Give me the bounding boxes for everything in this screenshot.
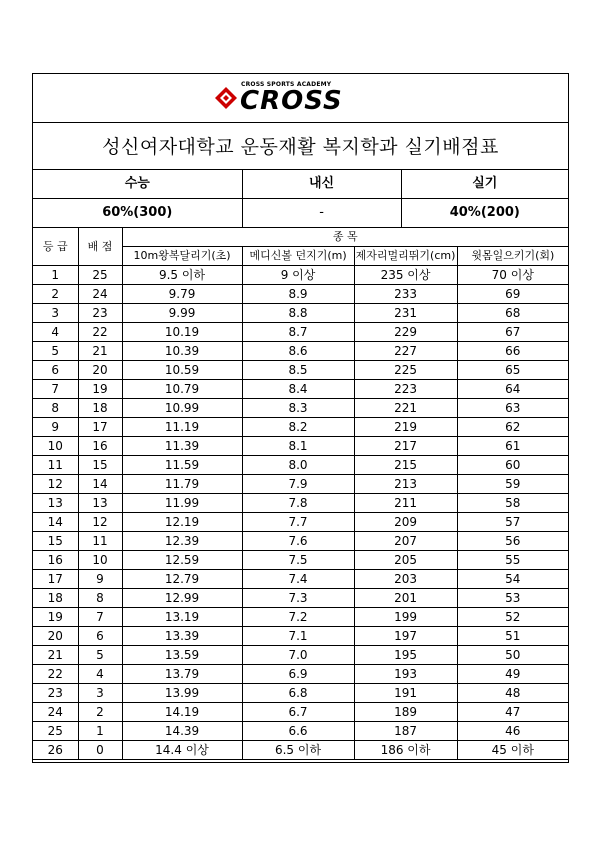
table-row (33, 665, 568, 684)
medicine-ball-cell: 7.5 (242, 551, 354, 570)
shuttle-run-cell: 12.79 (122, 570, 242, 589)
event-header-long-jump: 제자리멀리뛰기(cm) (354, 247, 457, 266)
table-row (33, 342, 568, 361)
summary-value-naesin: - (242, 199, 401, 228)
long-jump-cell: 221 (354, 399, 457, 418)
medicine-ball-cell: 8.3 (242, 399, 354, 418)
table-row (33, 361, 568, 380)
grade-cell: 7 (33, 380, 78, 399)
medicine-ball-cell: 8.1 (242, 437, 354, 456)
long-jump-cell: 213 (354, 475, 457, 494)
score-cell: 0 (78, 741, 122, 760)
logo-text: CROSS (240, 86, 343, 116)
cross-logo (214, 82, 409, 118)
sit-ups-cell: 63 (457, 399, 568, 418)
summary-header-suneung: 수능 (33, 170, 242, 199)
shuttle-run-cell: 13.39 (122, 627, 242, 646)
long-jump-cell: 187 (354, 722, 457, 741)
long-jump-cell: 227 (354, 342, 457, 361)
grade-cell: 20 (33, 627, 78, 646)
event-header-shuttle-run: 10m왕복달리기(초) (122, 247, 242, 266)
shuttle-run-cell: 10.39 (122, 342, 242, 361)
grade-cell: 15 (33, 532, 78, 551)
shuttle-run-cell: 12.99 (122, 589, 242, 608)
shuttle-run-cell: 9.5 이하 (122, 266, 242, 285)
sit-ups-cell: 45 이하 (457, 741, 568, 760)
sit-ups-cell: 46 (457, 722, 568, 741)
long-jump-cell: 217 (354, 437, 457, 456)
medicine-ball-cell: 7.2 (242, 608, 354, 627)
medicine-ball-cell: 8.7 (242, 323, 354, 342)
medicine-ball-cell: 7.1 (242, 627, 354, 646)
medicine-ball-cell: 8.8 (242, 304, 354, 323)
medicine-ball-cell: 8.0 (242, 456, 354, 475)
table-row (33, 741, 568, 760)
long-jump-cell: 215 (354, 456, 457, 475)
events-header: 종 목 (122, 228, 568, 247)
summary-header-naesin: 내신 (242, 170, 401, 199)
grade-cell: 10 (33, 437, 78, 456)
sit-ups-cell: 55 (457, 551, 568, 570)
score-cell: 3 (78, 684, 122, 703)
long-jump-cell: 223 (354, 380, 457, 399)
sit-ups-cell: 51 (457, 627, 568, 646)
sit-ups-cell: 50 (457, 646, 568, 665)
grade-header: 등 급 (33, 228, 78, 266)
logo-header (33, 74, 568, 123)
shuttle-run-cell: 13.59 (122, 646, 242, 665)
sit-ups-cell: 52 (457, 608, 568, 627)
sit-ups-cell: 54 (457, 570, 568, 589)
shuttle-run-cell: 12.19 (122, 513, 242, 532)
table-row (33, 532, 568, 551)
medicine-ball-cell: 8.2 (242, 418, 354, 437)
cross-diamond-icon (214, 86, 238, 110)
score-sheet (32, 73, 569, 763)
sit-ups-cell: 69 (457, 285, 568, 304)
medicine-ball-cell: 8.5 (242, 361, 354, 380)
shuttle-run-cell: 9.99 (122, 304, 242, 323)
table-row (33, 551, 568, 570)
sit-ups-cell: 58 (457, 494, 568, 513)
sit-ups-cell: 53 (457, 589, 568, 608)
shuttle-run-cell: 10.99 (122, 399, 242, 418)
medicine-ball-cell: 7.6 (242, 532, 354, 551)
score-cell: 5 (78, 646, 122, 665)
table-row (33, 475, 568, 494)
score-cell: 7 (78, 608, 122, 627)
long-jump-cell: 231 (354, 304, 457, 323)
sit-ups-cell: 47 (457, 703, 568, 722)
shuttle-run-cell: 11.19 (122, 418, 242, 437)
table-row (33, 494, 568, 513)
grade-cell: 14 (33, 513, 78, 532)
sit-ups-cell: 59 (457, 475, 568, 494)
sit-ups-cell: 56 (457, 532, 568, 551)
shuttle-run-cell: 10.19 (122, 323, 242, 342)
grade-cell: 3 (33, 304, 78, 323)
long-jump-cell: 205 (354, 551, 457, 570)
long-jump-cell: 235 이상 (354, 266, 457, 285)
table-row (33, 589, 568, 608)
medicine-ball-cell: 8.4 (242, 380, 354, 399)
sit-ups-cell: 48 (457, 684, 568, 703)
summary-value-silgi: 40%(200) (401, 199, 568, 228)
medicine-ball-cell: 6.7 (242, 703, 354, 722)
score-cell: 24 (78, 285, 122, 304)
table-row (33, 418, 568, 437)
long-jump-cell: 225 (354, 361, 457, 380)
grade-cell: 26 (33, 741, 78, 760)
shuttle-run-cell: 13.79 (122, 665, 242, 684)
table-row (33, 266, 568, 285)
score-cell: 12 (78, 513, 122, 532)
long-jump-cell: 193 (354, 665, 457, 684)
event-header-medicine-ball: 메디신볼 던지기(m) (242, 247, 354, 266)
score-cell: 6 (78, 627, 122, 646)
shuttle-run-cell: 12.39 (122, 532, 242, 551)
table-row (33, 722, 568, 741)
medicine-ball-cell: 6.8 (242, 684, 354, 703)
shuttle-run-cell: 13.99 (122, 684, 242, 703)
shuttle-run-cell: 12.59 (122, 551, 242, 570)
score-cell: 14 (78, 475, 122, 494)
grade-cell: 1 (33, 266, 78, 285)
score-cell: 21 (78, 342, 122, 361)
score-header: 배 점 (78, 228, 122, 266)
medicine-ball-cell: 7.7 (242, 513, 354, 532)
shuttle-run-cell: 10.79 (122, 380, 242, 399)
shuttle-run-cell: 13.19 (122, 608, 242, 627)
sit-ups-cell: 65 (457, 361, 568, 380)
sit-ups-cell: 64 (457, 380, 568, 399)
medicine-ball-cell: 8.6 (242, 342, 354, 361)
table-row (33, 703, 568, 722)
score-cell: 20 (78, 361, 122, 380)
sit-ups-cell: 66 (457, 342, 568, 361)
long-jump-cell: 211 (354, 494, 457, 513)
score-cell: 15 (78, 456, 122, 475)
table-row (33, 285, 568, 304)
shuttle-run-cell: 14.4 이상 (122, 741, 242, 760)
table-row (33, 399, 568, 418)
medicine-ball-cell: 7.8 (242, 494, 354, 513)
sit-ups-cell: 62 (457, 418, 568, 437)
long-jump-cell: 186 이하 (354, 741, 457, 760)
grade-cell: 4 (33, 323, 78, 342)
grade-cell: 23 (33, 684, 78, 703)
event-header-sit-ups: 윗몸일으키기(회) (457, 247, 568, 266)
score-cell: 17 (78, 418, 122, 437)
shuttle-run-cell: 9.79 (122, 285, 242, 304)
medicine-ball-cell: 6.9 (242, 665, 354, 684)
medicine-ball-cell: 6.6 (242, 722, 354, 741)
score-cell: 18 (78, 399, 122, 418)
grade-cell: 11 (33, 456, 78, 475)
medicine-ball-cell: 7.4 (242, 570, 354, 589)
grade-cell: 5 (33, 342, 78, 361)
long-jump-cell: 199 (354, 608, 457, 627)
long-jump-cell: 201 (354, 589, 457, 608)
long-jump-cell: 195 (354, 646, 457, 665)
long-jump-cell: 219 (354, 418, 457, 437)
logo-subtitle: CROSS SPORTS ACADEMY (241, 81, 332, 88)
grade-cell: 13 (33, 494, 78, 513)
long-jump-cell: 189 (354, 703, 457, 722)
score-table (33, 169, 568, 760)
score-cell: 1 (78, 722, 122, 741)
table-row (33, 437, 568, 456)
grade-cell: 24 (33, 703, 78, 722)
score-cell: 10 (78, 551, 122, 570)
shuttle-run-cell: 11.39 (122, 437, 242, 456)
table-row (33, 304, 568, 323)
medicine-ball-cell: 9 이상 (242, 266, 354, 285)
table-row (33, 608, 568, 627)
score-cell: 8 (78, 589, 122, 608)
sit-ups-cell: 61 (457, 437, 568, 456)
long-jump-cell: 197 (354, 627, 457, 646)
long-jump-cell: 229 (354, 323, 457, 342)
score-cell: 22 (78, 323, 122, 342)
grade-cell: 2 (33, 285, 78, 304)
table-row (33, 380, 568, 399)
score-cell: 4 (78, 665, 122, 684)
sit-ups-cell: 67 (457, 323, 568, 342)
grade-cell: 21 (33, 646, 78, 665)
table-row (33, 323, 568, 342)
table-row (33, 627, 568, 646)
sit-ups-cell: 60 (457, 456, 568, 475)
score-cell: 9 (78, 570, 122, 589)
long-jump-cell: 233 (354, 285, 457, 304)
medicine-ball-cell: 7.3 (242, 589, 354, 608)
grade-cell: 19 (33, 608, 78, 627)
score-cell: 16 (78, 437, 122, 456)
page-title: 성신여자대학교 운동재활 복지학과 실기배점표 (33, 122, 568, 170)
grade-cell: 9 (33, 418, 78, 437)
long-jump-cell: 209 (354, 513, 457, 532)
shuttle-run-cell: 11.99 (122, 494, 242, 513)
table-row (33, 570, 568, 589)
grade-cell: 8 (33, 399, 78, 418)
long-jump-cell: 207 (354, 532, 457, 551)
grade-cell: 16 (33, 551, 78, 570)
sit-ups-cell: 57 (457, 513, 568, 532)
sit-ups-cell: 49 (457, 665, 568, 684)
sit-ups-cell: 70 이상 (457, 266, 568, 285)
shuttle-run-cell: 11.59 (122, 456, 242, 475)
long-jump-cell: 203 (354, 570, 457, 589)
table-row (33, 456, 568, 475)
table-row (33, 684, 568, 703)
medicine-ball-cell: 6.5 이하 (242, 741, 354, 760)
score-cell: 13 (78, 494, 122, 513)
medicine-ball-cell: 7.9 (242, 475, 354, 494)
shuttle-run-cell: 11.79 (122, 475, 242, 494)
medicine-ball-cell: 8.9 (242, 285, 354, 304)
score-cell: 23 (78, 304, 122, 323)
grade-cell: 6 (33, 361, 78, 380)
medicine-ball-cell: 7.0 (242, 646, 354, 665)
score-cell: 19 (78, 380, 122, 399)
summary-header-silgi: 실기 (401, 170, 568, 199)
long-jump-cell: 191 (354, 684, 457, 703)
grade-cell: 25 (33, 722, 78, 741)
sit-ups-cell: 68 (457, 304, 568, 323)
summary-value-suneung: 60%(300) (33, 199, 242, 228)
grade-cell: 18 (33, 589, 78, 608)
grade-cell: 12 (33, 475, 78, 494)
grade-cell: 22 (33, 665, 78, 684)
grade-cell: 17 (33, 570, 78, 589)
shuttle-run-cell: 14.19 (122, 703, 242, 722)
score-cell: 11 (78, 532, 122, 551)
score-cell: 25 (78, 266, 122, 285)
score-cell: 2 (78, 703, 122, 722)
table-row (33, 646, 568, 665)
shuttle-run-cell: 14.39 (122, 722, 242, 741)
shuttle-run-cell: 10.59 (122, 361, 242, 380)
table-row (33, 513, 568, 532)
